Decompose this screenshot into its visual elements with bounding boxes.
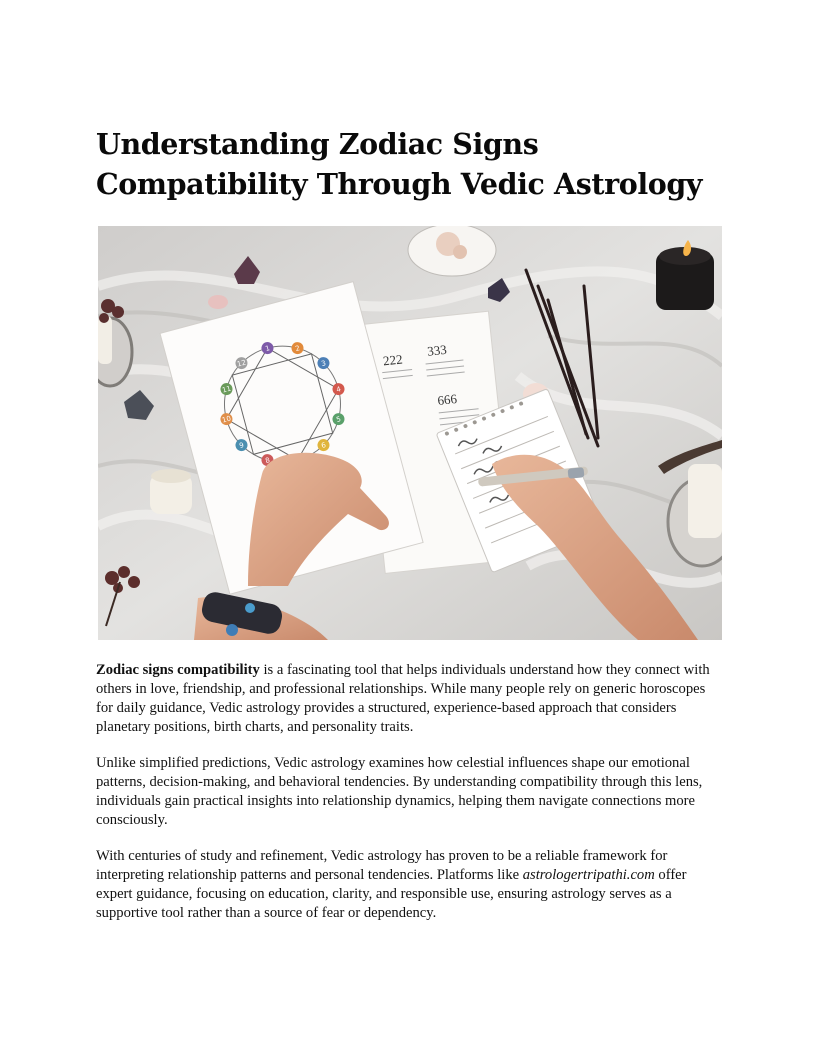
chart-house-number: 4 <box>335 385 342 395</box>
paragraph-3-text-before: With centuries of study and refinement, Vedic astrology has proven to be a reliable framework for interpreting relationship patterns and personal tendencies. Platforms like <box>96 848 668 883</box>
paragraph-2: Unlike simplified predictions, Vedic astrology examines how celestial influences shape our emotional patterns, decision-making, and behavioral tendencies. By understanding compatibility through this lens, individuals gain practical insights into relationship dynamics, helping them navigate connections more consciously. <box>96 755 703 828</box>
paragraph-3-text-after: offer expert guidance, focusing on education, clarity, and responsible use, ensuring astrology serves as a supportive tool rather than a source of fear or dependency. <box>96 867 687 921</box>
paragraph-1-lead: Zodiac signs compatibility <box>96 662 260 678</box>
chart-house-number: 9 <box>238 441 245 451</box>
evil-eye-bead <box>226 624 238 636</box>
chart-house-number: 3 <box>320 359 327 369</box>
pink-stone <box>208 295 228 309</box>
crystal-dish <box>408 226 496 276</box>
chart-house-number: 2 <box>294 344 301 354</box>
chart-house-number: 1 <box>264 344 271 353</box>
black-candle-holder <box>656 240 714 310</box>
paragraph-3 <box>96 847 722 923</box>
article-title-line-2: Compatibility Through Vedic Astrology <box>96 167 703 201</box>
chart-house-number: 10 <box>221 414 232 425</box>
chart-house-number: 12 <box>236 358 247 369</box>
number-label-333: 333 <box>426 341 448 359</box>
article-title-line-1: Understanding Zodiac Signs <box>96 127 539 161</box>
chart-house-number: 11 <box>221 384 232 395</box>
website-link[interactable]: astrologertripathi.com <box>522 867 655 883</box>
number-label-666: 666 <box>436 390 458 408</box>
chart-house-number: 8 <box>264 456 271 466</box>
chart-house-number: 6 <box>320 441 327 451</box>
article-body <box>96 661 722 940</box>
number-label-222: 222 <box>382 351 404 369</box>
chart-house-number: 5 <box>335 415 342 425</box>
paragraph-1 <box>96 661 722 737</box>
astrology-photo <box>98 226 722 640</box>
article-title <box>96 124 736 204</box>
white-candle-left <box>150 469 192 514</box>
paragraph-1-text: is a fascinating tool that helps individuals understand how they connect with others in love, friendship, and professional relationships. While many people rely on generic horoscopes for daily guidance, Vedic astrology provides a structured, experience-based approach that considers planetary positions, birth charts, and personality traits. <box>96 662 710 735</box>
